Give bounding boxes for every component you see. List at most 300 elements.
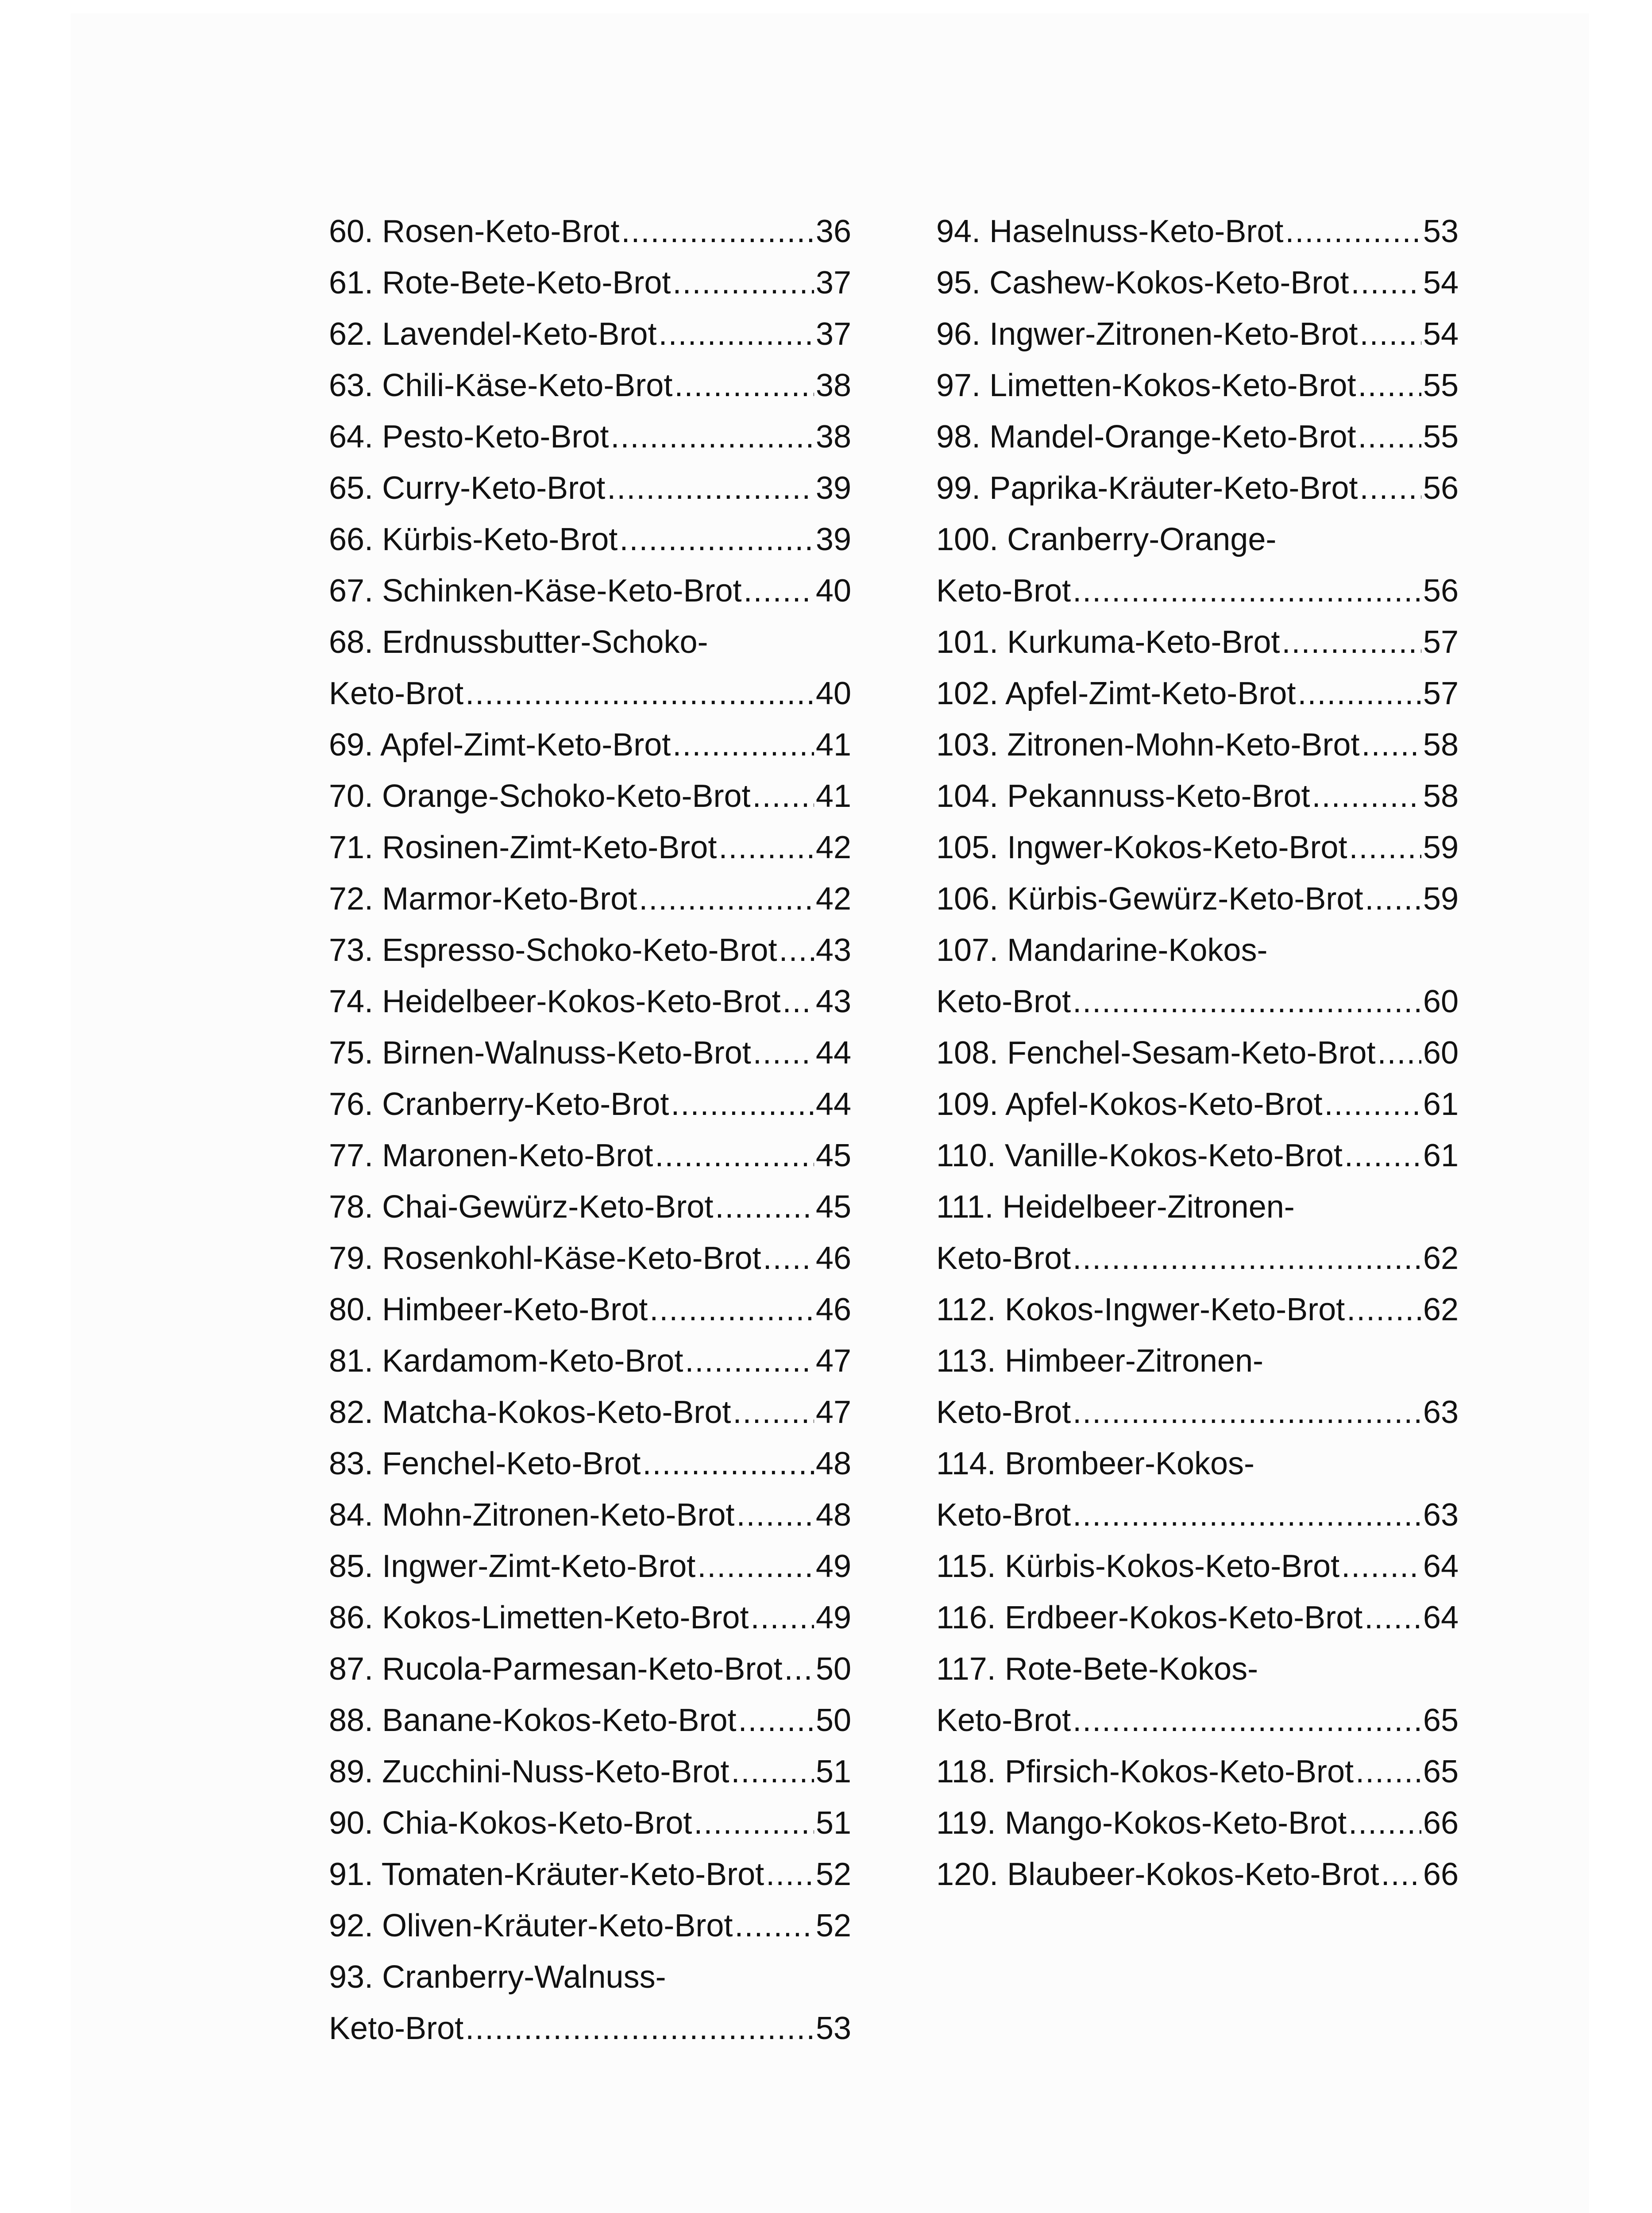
toc-entry[interactable] bbox=[329, 1592, 851, 1643]
toc-entry[interactable] bbox=[329, 1489, 851, 1541]
dot-leader bbox=[1073, 1233, 1421, 1284]
toc-entry-page: 48 bbox=[815, 1497, 851, 1533]
toc-entry[interactable] bbox=[936, 1592, 1459, 1643]
toc-entry-page: 40 bbox=[815, 573, 851, 609]
toc-entry-number: 110. bbox=[936, 1138, 996, 1173]
toc-entry[interactable] bbox=[936, 1027, 1459, 1079]
toc-entry-number: 78. bbox=[329, 1189, 374, 1225]
toc-column-left bbox=[329, 206, 851, 2054]
toc-entry-number: 88. bbox=[329, 1703, 374, 1738]
toc-entry-title: Kokos-Ingwer-Keto-Brot bbox=[1004, 1292, 1345, 1327]
toc-entry-heading bbox=[936, 719, 1359, 771]
toc-entry-heading bbox=[329, 1284, 648, 1335]
toc-entry-title-continuation: Keto-Brot bbox=[329, 676, 464, 711]
toc-entry-number: 89. bbox=[329, 1754, 374, 1789]
toc-entry-title: Fenchel-Keto-Brot bbox=[382, 1446, 641, 1481]
toc-entry-title: Mohn-Zitronen-Keto-Brot bbox=[382, 1497, 735, 1533]
toc-entry[interactable] bbox=[936, 1335, 1459, 1438]
toc-entry-number: 99. bbox=[936, 470, 981, 506]
toc-entry[interactable] bbox=[329, 1438, 851, 1489]
toc-entry-number: 66. bbox=[329, 522, 374, 557]
toc-entry-number: 101. bbox=[936, 625, 999, 660]
toc-entry-title-continuation: Keto-Brot bbox=[936, 1395, 1071, 1430]
toc-entry-page: 58 bbox=[1423, 779, 1459, 814]
dot-leader bbox=[1324, 1079, 1421, 1130]
dot-leader bbox=[718, 822, 814, 873]
toc-entry-page: 56 bbox=[1423, 573, 1459, 609]
toc-entry-title-continuation: Keto-Brot bbox=[936, 573, 1071, 609]
toc-entry-page: 55 bbox=[1423, 368, 1459, 403]
toc-entry-page: 50 bbox=[815, 1703, 851, 1738]
toc-entry-page: 36 bbox=[815, 214, 851, 249]
toc-entry-number: 72. bbox=[329, 881, 374, 917]
toc-entry[interactable] bbox=[329, 1335, 851, 1387]
toc-entry[interactable] bbox=[936, 257, 1459, 308]
toc-entry-title: Rote-Bete-Kokos- bbox=[1004, 1651, 1258, 1687]
toc-entry-heading bbox=[329, 514, 618, 565]
toc-entry[interactable] bbox=[329, 925, 851, 976]
toc-entry-page: 61 bbox=[1423, 1138, 1459, 1173]
toc-entry[interactable] bbox=[936, 514, 1459, 617]
toc-entry[interactable] bbox=[329, 206, 851, 257]
toc-entry-number: 96. bbox=[936, 316, 981, 352]
toc-entry-number: 118. bbox=[936, 1754, 996, 1789]
toc-entry-page: 53 bbox=[815, 2011, 851, 2046]
toc-entry-number: 86. bbox=[329, 1600, 374, 1635]
toc-entry-heading bbox=[329, 1079, 669, 1130]
toc-entry[interactable] bbox=[936, 719, 1459, 771]
toc-entry-number: 85. bbox=[329, 1549, 374, 1584]
toc-entry-title-continuation: Keto-Brot bbox=[936, 1497, 1071, 1533]
dot-leader bbox=[1344, 1130, 1421, 1181]
toc-entry[interactable] bbox=[329, 565, 851, 617]
toc-entry-page: 38 bbox=[815, 368, 851, 403]
toc-entry-title: Fenchel-Sesam-Keto-Brot bbox=[1007, 1035, 1376, 1071]
toc-entry-heading bbox=[936, 1797, 1347, 1849]
toc-entry-page: 65 bbox=[1423, 1703, 1459, 1738]
toc-entry-number: 106. bbox=[936, 881, 999, 917]
toc-entry-title: Kürbis-Kokos-Keto-Brot bbox=[1004, 1549, 1340, 1584]
toc-entry-title: Cranberry-Keto-Brot bbox=[382, 1087, 669, 1122]
dot-leader bbox=[733, 1387, 814, 1438]
toc-entry[interactable] bbox=[329, 1541, 851, 1592]
toc-entry-title: Himbeer-Keto-Brot bbox=[382, 1292, 648, 1327]
toc-entry-number: 98. bbox=[936, 419, 981, 455]
toc-entry[interactable] bbox=[936, 1079, 1459, 1130]
toc-entry-heading bbox=[936, 411, 1356, 463]
dot-leader bbox=[1347, 1284, 1421, 1335]
dot-leader bbox=[649, 1284, 814, 1335]
toc-entry-title: Lavendel-Keto-Brot bbox=[382, 316, 657, 352]
toc-entry[interactable] bbox=[329, 1130, 851, 1181]
toc-entry-page: 42 bbox=[815, 881, 851, 917]
dot-leader bbox=[672, 257, 814, 308]
dot-leader bbox=[697, 1541, 814, 1592]
toc-entry[interactable] bbox=[936, 771, 1459, 822]
toc-entry-page: 49 bbox=[815, 1600, 851, 1635]
toc-entry-title: Kürbis-Keto-Brot bbox=[382, 522, 618, 557]
toc-entry[interactable] bbox=[936, 411, 1459, 463]
toc-entry-page: 37 bbox=[815, 316, 851, 352]
toc-entry-page: 52 bbox=[815, 1857, 851, 1892]
toc-entry[interactable] bbox=[329, 1027, 851, 1079]
toc-entry[interactable] bbox=[936, 925, 1459, 1027]
toc-entry-heading bbox=[329, 1849, 764, 1900]
toc-entry-title: Himbeer-Zitronen- bbox=[1004, 1343, 1263, 1379]
toc-entry-number: 103. bbox=[936, 727, 999, 763]
toc-entry-title-continuation: Keto-Brot bbox=[936, 1703, 1071, 1738]
dot-leader bbox=[1381, 1849, 1421, 1900]
toc-entry-heading bbox=[329, 1797, 692, 1849]
toc-entry-title: Zucchini-Nuss-Keto-Brot bbox=[382, 1754, 730, 1789]
toc-entry-number: 109. bbox=[936, 1087, 999, 1122]
toc-entry[interactable] bbox=[329, 771, 851, 822]
toc-entry-page: 59 bbox=[1423, 881, 1459, 917]
toc-entry[interactable] bbox=[936, 822, 1459, 873]
toc-entry-page: 44 bbox=[815, 1087, 851, 1122]
toc-entry[interactable] bbox=[329, 1284, 851, 1335]
toc-entry[interactable] bbox=[936, 1541, 1459, 1592]
toc-entry-title: Paprika-Kräuter-Keto-Brot bbox=[989, 470, 1358, 506]
toc-entry-heading bbox=[329, 976, 781, 1027]
toc-entry[interactable] bbox=[329, 1643, 851, 1695]
toc-entry-heading bbox=[936, 668, 1296, 719]
toc-entry-heading bbox=[329, 1592, 749, 1643]
dot-leader bbox=[672, 719, 814, 771]
toc-entry-title: Erdnussbutter-Schoko- bbox=[382, 625, 708, 660]
toc-entry[interactable] bbox=[936, 1849, 1459, 1900]
toc-entry-heading bbox=[936, 463, 1358, 514]
toc-entry-number: 76. bbox=[329, 1087, 374, 1122]
toc-entry[interactable] bbox=[329, 1849, 851, 1900]
toc-entry[interactable] bbox=[329, 1079, 851, 1130]
toc-entry[interactable] bbox=[936, 206, 1459, 257]
toc-entry[interactable] bbox=[329, 1233, 851, 1284]
toc-entry-number: 62. bbox=[329, 316, 374, 352]
toc-entry[interactable] bbox=[936, 308, 1459, 360]
dot-leader bbox=[1073, 976, 1421, 1027]
dot-leader bbox=[1364, 1592, 1421, 1643]
dot-leader bbox=[1073, 1695, 1421, 1746]
toc-entry-title: Birnen-Walnuss-Keto-Brot bbox=[382, 1035, 751, 1071]
toc-entry-number: 84. bbox=[329, 1497, 374, 1533]
toc-entry-page: 40 bbox=[815, 676, 851, 711]
toc-entry[interactable] bbox=[329, 719, 851, 771]
toc-entry-number: 92. bbox=[329, 1908, 374, 1943]
toc-entry-heading bbox=[329, 873, 637, 925]
toc-entry-page: 53 bbox=[1423, 214, 1459, 249]
toc-entry-page: 63 bbox=[1423, 1395, 1459, 1430]
toc-entry-heading bbox=[329, 206, 619, 257]
toc-entry-heading bbox=[329, 1335, 683, 1387]
toc-entry-number: 81. bbox=[329, 1343, 374, 1379]
toc-entry-number: 104. bbox=[936, 779, 999, 814]
toc-entry-number: 116. bbox=[936, 1600, 996, 1635]
toc-entry-page: 66 bbox=[1423, 1857, 1459, 1892]
dot-leader bbox=[465, 668, 814, 719]
toc-entry-title: Mango-Kokos-Keto-Brot bbox=[1004, 1805, 1347, 1841]
toc-entry[interactable] bbox=[329, 463, 851, 514]
toc-entry-number: 117. bbox=[936, 1651, 996, 1687]
toc-entry-heading bbox=[936, 1079, 1322, 1130]
toc-entry[interactable] bbox=[936, 668, 1459, 719]
dot-leader bbox=[655, 1130, 814, 1181]
toc-entry-title: Banane-Kokos-Keto-Brot bbox=[382, 1703, 737, 1738]
toc-entry-title: Rosen-Keto-Brot bbox=[382, 214, 620, 249]
toc-entry-title-continuation: Keto-Brot bbox=[329, 2011, 464, 2046]
dot-leader bbox=[750, 1592, 814, 1643]
toc-entry-title: Schinken-Käse-Keto-Brot bbox=[382, 573, 742, 609]
dot-leader bbox=[671, 1079, 814, 1130]
toc-entry-number: 108. bbox=[936, 1035, 999, 1071]
dot-leader bbox=[1358, 411, 1421, 463]
toc-entry[interactable] bbox=[329, 257, 851, 308]
toc-entry-number: 74. bbox=[329, 984, 374, 1019]
toc-entry[interactable] bbox=[329, 617, 851, 719]
toc-entry[interactable] bbox=[329, 1951, 851, 2054]
toc-entry-heading bbox=[329, 1438, 641, 1489]
toc-entry-number: 68. bbox=[329, 625, 374, 660]
toc-entry-title: Brombeer-Kokos- bbox=[1004, 1446, 1254, 1481]
toc-entry-page: 39 bbox=[815, 470, 851, 506]
toc-entry-heading bbox=[329, 1900, 733, 1951]
toc-entry-heading bbox=[936, 257, 1349, 308]
toc-entry-page: 51 bbox=[815, 1754, 851, 1789]
toc-entry[interactable] bbox=[329, 1797, 851, 1849]
toc-entry-title: Chili-Käse-Keto-Brot bbox=[382, 368, 673, 403]
toc-entry-page: 48 bbox=[815, 1446, 851, 1481]
toc-entry[interactable] bbox=[329, 360, 851, 411]
toc-entry-number: 82. bbox=[329, 1395, 374, 1430]
toc-entry-title: Chia-Kokos-Keto-Brot bbox=[382, 1805, 692, 1841]
document-page bbox=[71, 13, 1589, 2213]
toc-entry[interactable] bbox=[329, 411, 851, 463]
toc-entry-title: Mandel-Orange-Keto-Brot bbox=[989, 419, 1356, 455]
toc-entry-number: 77. bbox=[329, 1138, 374, 1173]
dot-leader bbox=[1361, 719, 1421, 771]
toc-entry[interactable] bbox=[329, 514, 851, 565]
toc-entry-heading bbox=[936, 1746, 1354, 1797]
dot-leader bbox=[621, 206, 814, 257]
toc-entry-number: 70. bbox=[329, 779, 374, 814]
toc-entry-heading bbox=[936, 873, 1363, 925]
toc-entry-title: Limetten-Kokos-Keto-Brot bbox=[989, 368, 1356, 403]
toc-entry-page: 60 bbox=[1423, 984, 1459, 1019]
toc-entry-title: Pfirsich-Kokos-Keto-Brot bbox=[1004, 1754, 1354, 1789]
toc-entry-number: 112. bbox=[936, 1292, 996, 1327]
toc-entry-number: 91. bbox=[329, 1857, 374, 1892]
toc-entry-title: Apfel-Zimt-Keto-Brot bbox=[380, 727, 671, 763]
toc-entry-page: 46 bbox=[815, 1292, 851, 1327]
toc-entry-title: Erdbeer-Kokos-Keto-Brot bbox=[1004, 1600, 1363, 1635]
toc-entry-number: 67. bbox=[329, 573, 374, 609]
dot-leader bbox=[685, 1335, 814, 1387]
toc-entry-number: 120. bbox=[936, 1857, 999, 1892]
toc-entry-number: 97. bbox=[936, 368, 981, 403]
toc-entry-page: 65 bbox=[1423, 1754, 1459, 1789]
toc-entry-heading bbox=[936, 360, 1356, 411]
toc-entry-heading bbox=[936, 514, 1459, 565]
toc-entry-title-continuation: Keto-Brot bbox=[936, 984, 1071, 1019]
toc-entry-heading bbox=[936, 308, 1358, 360]
toc-entry-title: Kurkuma-Keto-Brot bbox=[1007, 625, 1280, 660]
toc-entry[interactable] bbox=[936, 617, 1459, 668]
toc-entry-number: 115. bbox=[936, 1549, 996, 1584]
toc-entry-title: Chai-Gewürz-Keto-Brot bbox=[382, 1189, 714, 1225]
toc-entry-page: 41 bbox=[815, 727, 851, 763]
dot-leader bbox=[658, 308, 814, 360]
toc-entry-title: Cashew-Kokos-Keto-Brot bbox=[989, 265, 1349, 301]
toc-entry-heading bbox=[936, 822, 1347, 873]
toc-entry[interactable] bbox=[329, 976, 851, 1027]
dot-leader bbox=[1341, 1541, 1421, 1592]
toc-entry-heading bbox=[329, 360, 672, 411]
dot-leader bbox=[1348, 1797, 1421, 1849]
toc-entry[interactable] bbox=[936, 1181, 1459, 1284]
toc-entry[interactable] bbox=[329, 1387, 851, 1438]
toc-entry[interactable] bbox=[329, 1900, 851, 1951]
toc-entry[interactable] bbox=[936, 1797, 1459, 1849]
toc-entry-page: 49 bbox=[815, 1549, 851, 1584]
dot-leader bbox=[779, 925, 814, 976]
toc-entry-page: 45 bbox=[815, 1138, 851, 1173]
toc-entry-number: 90. bbox=[329, 1805, 374, 1841]
toc-entry-page: 57 bbox=[1423, 625, 1459, 660]
toc-entry-number: 60. bbox=[329, 214, 374, 249]
dot-leader bbox=[1351, 257, 1421, 308]
toc-entry-page: 63 bbox=[1423, 1497, 1459, 1533]
dot-leader bbox=[610, 411, 814, 463]
toc-entry-title: Apfel-Zimt-Keto-Brot bbox=[1005, 676, 1296, 711]
toc-entry-title: Pekannuss-Keto-Brot bbox=[1007, 779, 1310, 814]
toc-entry-number: 87. bbox=[329, 1651, 374, 1687]
toc-entry-title: Rosenkohl-Käse-Keto-Brot bbox=[382, 1241, 761, 1276]
toc-entry[interactable] bbox=[329, 1181, 851, 1233]
toc-entry[interactable] bbox=[329, 873, 851, 925]
toc-entry-page: 56 bbox=[1423, 470, 1459, 506]
toc-entry-number: 119. bbox=[936, 1805, 996, 1841]
dot-leader bbox=[619, 514, 814, 565]
toc-entry-page: 43 bbox=[815, 933, 851, 968]
toc-entry[interactable] bbox=[936, 1438, 1459, 1541]
toc-entry-title: Pesto-Keto-Brot bbox=[382, 419, 609, 455]
toc-entry[interactable] bbox=[329, 822, 851, 873]
toc-entry-page: 37 bbox=[815, 265, 851, 301]
toc-column-right bbox=[936, 206, 1459, 1900]
toc-entry-page: 47 bbox=[815, 1343, 851, 1379]
toc-entry-heading bbox=[936, 1181, 1459, 1233]
toc-entry-title: Kürbis-Gewürz-Keto-Brot bbox=[1007, 881, 1363, 917]
toc-entry[interactable] bbox=[936, 1746, 1459, 1797]
toc-entry-page: 64 bbox=[1423, 1600, 1459, 1635]
toc-entry-title: Kardamom-Keto-Brot bbox=[382, 1343, 683, 1379]
toc-entry-number: 75. bbox=[329, 1035, 374, 1071]
toc-entry-heading bbox=[329, 1746, 729, 1797]
dot-leader bbox=[783, 976, 814, 1027]
toc-entry-title: Rosinen-Zimt-Keto-Brot bbox=[382, 830, 717, 865]
toc-entry-number: 65. bbox=[329, 470, 374, 506]
toc-entry-page: 55 bbox=[1423, 419, 1459, 455]
toc-entry-title: Maronen-Keto-Brot bbox=[382, 1138, 653, 1173]
toc-entry-heading bbox=[329, 1387, 731, 1438]
toc-entry-heading bbox=[329, 1181, 713, 1233]
toc-entry-heading bbox=[936, 1027, 1375, 1079]
toc-entry[interactable] bbox=[936, 1643, 1459, 1746]
toc-entry-title: Orange-Schoko-Keto-Brot bbox=[382, 779, 751, 814]
toc-entry-number: 63. bbox=[329, 368, 374, 403]
toc-entry-heading bbox=[936, 1592, 1363, 1643]
dot-leader bbox=[1297, 668, 1421, 719]
dot-leader bbox=[674, 360, 814, 411]
toc-entry-number: 80. bbox=[329, 1292, 374, 1327]
dot-leader bbox=[1285, 206, 1421, 257]
toc-entry-heading bbox=[329, 925, 777, 976]
toc-entry-title: Apfel-Kokos-Keto-Brot bbox=[1005, 1087, 1323, 1122]
toc-entry-page: 59 bbox=[1423, 830, 1459, 865]
toc-entry-page: 64 bbox=[1423, 1549, 1459, 1584]
toc-entry[interactable] bbox=[936, 463, 1459, 514]
toc-entry-heading bbox=[329, 1027, 751, 1079]
toc-entry-heading bbox=[936, 1130, 1343, 1181]
toc-entry-title: Rote-Bete-Keto-Brot bbox=[382, 265, 671, 301]
toc-entry-number: 114. bbox=[936, 1446, 996, 1481]
dot-leader bbox=[753, 1027, 814, 1079]
toc-entry-heading bbox=[329, 1951, 851, 2003]
dot-leader bbox=[1349, 822, 1421, 873]
toc-entry-title: Matcha-Kokos-Keto-Brot bbox=[382, 1395, 731, 1430]
dot-leader bbox=[1312, 771, 1421, 822]
dot-leader bbox=[639, 873, 814, 925]
toc-entry[interactable] bbox=[936, 873, 1459, 925]
dot-leader bbox=[1358, 360, 1421, 411]
toc-entry[interactable] bbox=[936, 360, 1459, 411]
dot-leader bbox=[744, 565, 814, 617]
toc-entry-title: Espresso-Schoko-Keto-Brot bbox=[382, 933, 777, 968]
toc-entry-title: Heidelbeer-Kokos-Keto-Brot bbox=[382, 984, 781, 1019]
toc-entry-number: 69. bbox=[329, 727, 374, 763]
toc-entry-heading bbox=[329, 1130, 653, 1181]
toc-entry-heading bbox=[329, 1695, 737, 1746]
toc-entry-page: 47 bbox=[815, 1395, 851, 1430]
toc-entry-page: 45 bbox=[815, 1189, 851, 1225]
dot-leader bbox=[738, 1695, 814, 1746]
toc-entry-number: 64. bbox=[329, 419, 374, 455]
dot-leader bbox=[736, 1489, 814, 1541]
toc-entry-title: Kokos-Limetten-Keto-Brot bbox=[382, 1600, 749, 1635]
toc-entry[interactable] bbox=[329, 308, 851, 360]
toc-entry[interactable] bbox=[936, 1284, 1459, 1335]
toc-entry-page: 54 bbox=[1423, 316, 1459, 352]
toc-entry-page: 41 bbox=[815, 779, 851, 814]
dot-leader bbox=[1073, 1489, 1421, 1541]
toc-entry-number: 100. bbox=[936, 522, 999, 557]
dot-leader bbox=[731, 1746, 814, 1797]
toc-entry[interactable] bbox=[936, 1130, 1459, 1181]
toc-entry-heading bbox=[329, 771, 751, 822]
toc-entry[interactable] bbox=[329, 1695, 851, 1746]
dot-leader bbox=[753, 771, 814, 822]
toc-entry-title: Cranberry-Orange- bbox=[1007, 522, 1277, 557]
toc-entry-heading bbox=[329, 463, 605, 514]
toc-entry[interactable] bbox=[329, 1746, 851, 1797]
dot-leader bbox=[1359, 463, 1421, 514]
toc-entry-page: 54 bbox=[1423, 265, 1459, 301]
toc-entry-title: Mandarine-Kokos- bbox=[1007, 933, 1268, 968]
toc-entry-heading bbox=[936, 1849, 1379, 1900]
toc-entry-title: Ingwer-Kokos-Keto-Brot bbox=[1007, 830, 1347, 865]
toc-entry-title: Haselnuss-Keto-Brot bbox=[989, 214, 1284, 249]
toc-entry-title-continuation: Keto-Brot bbox=[936, 1241, 1071, 1276]
